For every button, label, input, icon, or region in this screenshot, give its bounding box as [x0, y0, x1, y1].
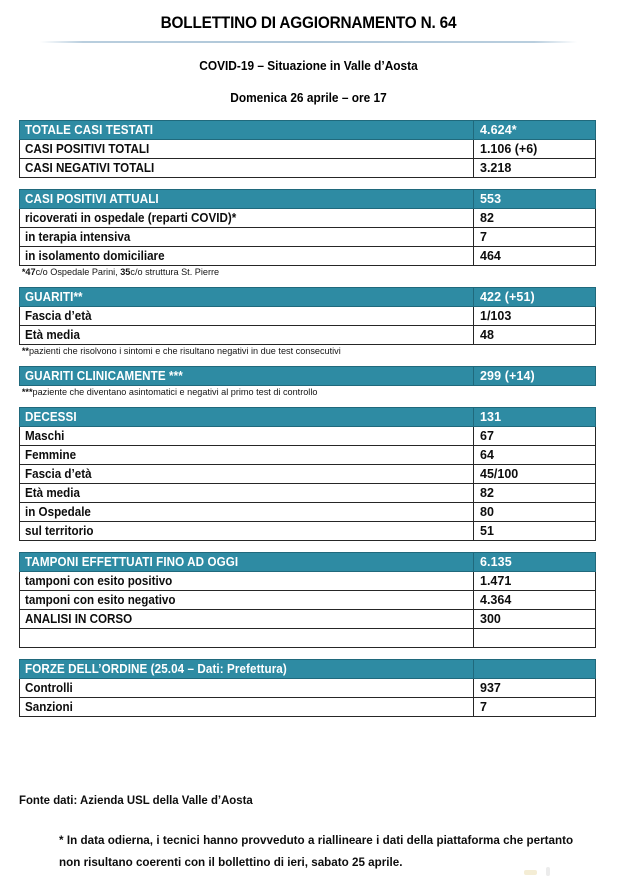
section-header-label [20, 552, 474, 571]
row-label [20, 306, 474, 325]
row-label [20, 325, 474, 344]
table-row [20, 445, 596, 464]
table-row [20, 502, 596, 521]
row-value: 7 [474, 228, 596, 247]
row-label [20, 697, 474, 716]
row-value: 64 [474, 445, 596, 464]
section-header-value: 299 (+14) [474, 366, 596, 385]
section-header-label [20, 287, 474, 306]
section-table-guariti [19, 287, 596, 345]
table-row [20, 306, 596, 325]
row-label [20, 445, 474, 464]
section-header-label-text: DECESSI [25, 409, 77, 424]
spacer-cell [20, 628, 474, 647]
row-value: 1/103 [474, 306, 596, 325]
page-title: BOLLETTINO DI AGGIORNAMENTO N. 64 [160, 14, 457, 32]
document-subtitle: COVID-19 – Situazione in Valle d’Aosta [199, 59, 418, 73]
row-label-text: ANALISI IN CORSO [25, 611, 133, 626]
row-value: 7 [474, 697, 596, 716]
row-label-text: in isolamento domiciliare [25, 248, 165, 263]
table-row [20, 247, 596, 266]
row-value: 80 [474, 502, 596, 521]
row-label [20, 571, 474, 590]
section-header-row [20, 190, 596, 209]
row-label [20, 247, 474, 266]
row-label [20, 678, 474, 697]
section-table-guariti-clinicamente [19, 366, 596, 386]
row-value: 4.364 [474, 590, 596, 609]
row-value: 51 [474, 521, 596, 540]
spacer-cell-value [474, 628, 596, 647]
section-footnote-guariti-clinicamente: ***paziente che diventano asintomatici e negativi al primo test di controllo [21, 386, 318, 398]
row-label [20, 426, 474, 445]
section-gap [19, 399, 596, 407]
row-label-text: CASI NEGATIVI TOTALI [25, 160, 155, 175]
row-label-text: Maschi [25, 428, 65, 443]
row-value: 1.471 [474, 571, 596, 590]
section-header-value: 553 [474, 190, 596, 209]
section-gap [19, 178, 596, 189]
spacer-row [20, 628, 596, 647]
row-label-text: ricoverati in ospedale (reparti COVID)* [25, 210, 237, 225]
row-value: 48 [474, 325, 596, 344]
asterisk-footnote: * In data odierna, i tecnici hanno provveduto a riallineare i dati della piattaforma che pertanto non risultano coerenti con il bollettino di ieri, sabato 25 aprile. [59, 833, 574, 870]
section-gap [19, 279, 596, 287]
table-row [20, 678, 596, 697]
table-row [20, 209, 596, 228]
section-header-row [20, 552, 596, 571]
section-header-label [20, 659, 474, 678]
section-header-label-text: CASI POSITIVI ATTUALI [25, 191, 159, 206]
row-label-text: in terapia intensiva [25, 229, 131, 244]
row-label [20, 464, 474, 483]
section-header-label [20, 366, 474, 385]
section-header-value [474, 659, 596, 678]
row-label [20, 590, 474, 609]
table-row [20, 697, 596, 716]
row-value: 82 [474, 209, 596, 228]
section-footnote-casi-positivi-attuali: *47c/o Ospedale Parini, 35c/o struttura St. Pierre [21, 267, 220, 278]
data-source-line: Fonte dati: Azienda USL della Valle d’Aosta [19, 793, 253, 807]
row-label-text: Sanzioni [25, 699, 73, 714]
table-row [20, 590, 596, 609]
section-header-label-text: GUARITI** [25, 289, 83, 304]
section-table-tamponi [19, 552, 596, 648]
row-label-text: in Ospedale [25, 504, 91, 519]
section-header-label [20, 190, 474, 209]
row-value: 937 [474, 678, 596, 697]
section-gap [19, 648, 596, 659]
row-label-text: CASI POSITIVI TOTALI [25, 141, 150, 156]
section-header-row [20, 659, 596, 678]
section-header-label [20, 121, 474, 140]
title-block [0, 0, 617, 105]
table-row [20, 609, 596, 628]
footer [19, 793, 599, 873]
section-table-totale-casi-testati [19, 120, 596, 178]
statistics-tables [19, 120, 596, 717]
section-header-value: 131 [474, 407, 596, 426]
section-footnote-guariti: **pazienti che risolvono i sintomi e che risultano negativi in due test consecutivi [21, 345, 341, 357]
section-table-casi-positivi-attuali [19, 189, 596, 266]
row-label [20, 159, 474, 178]
corner-logo-artifact [524, 866, 584, 877]
row-value: 67 [474, 426, 596, 445]
section-table-decessi [19, 407, 596, 541]
section-header-row [20, 287, 596, 306]
table-row [20, 140, 596, 159]
row-label-text: tamponi con esito positivo [25, 573, 173, 588]
row-label [20, 521, 474, 540]
section-gap [19, 358, 596, 366]
row-label [20, 140, 474, 159]
table-row [20, 483, 596, 502]
section-header-row [20, 366, 596, 385]
row-label [20, 609, 474, 628]
section-header-row [20, 407, 596, 426]
table-row [20, 426, 596, 445]
title-divider [40, 41, 577, 43]
section-table-forze-dellordine [19, 659, 596, 717]
row-label [20, 209, 474, 228]
row-value: 464 [474, 247, 596, 266]
table-row [20, 464, 596, 483]
section-gap [19, 541, 596, 552]
section-header-value: 422 (+51) [474, 287, 596, 306]
section-header-label [20, 407, 474, 426]
row-label-text: Controlli [25, 680, 73, 695]
row-value: 82 [474, 483, 596, 502]
row-label-text: sul territorio [25, 523, 94, 538]
row-value: 45/100 [474, 464, 596, 483]
table-row [20, 571, 596, 590]
row-label [20, 228, 474, 247]
table-row [20, 521, 596, 540]
table-row [20, 228, 596, 247]
document-date: Domenica 26 aprile – ore 17 [230, 91, 387, 105]
row-label-text: tamponi con esito negativo [25, 592, 176, 607]
section-header-value: 4.624* [474, 121, 596, 140]
section-header-label-text: FORZE DELL’ORDINE (25.04 – Dati: Prefettura) [25, 661, 287, 676]
row-value: 300 [474, 609, 596, 628]
section-header-label-text: GUARITI CLINICAMENTE *** [25, 368, 183, 383]
row-label [20, 483, 474, 502]
row-value: 3.218 [474, 159, 596, 178]
row-value: 1.106 (+6) [474, 140, 596, 159]
row-label-text: Fascia d’età [25, 466, 92, 481]
table-row [20, 159, 596, 178]
row-label [20, 502, 474, 521]
row-label-text: Età media [25, 327, 80, 342]
section-header-label-text: TAMPONI EFFETTUATI FINO AD OGGI [25, 554, 239, 569]
row-label-text: Femmine [25, 447, 77, 462]
section-header-value: 6.135 [474, 552, 596, 571]
row-label-text: Età media [25, 485, 80, 500]
table-row [20, 325, 596, 344]
section-header-row [20, 121, 596, 140]
section-header-label-text: TOTALE CASI TESTATI [25, 122, 154, 137]
row-label-text: Fascia d’età [25, 308, 92, 323]
